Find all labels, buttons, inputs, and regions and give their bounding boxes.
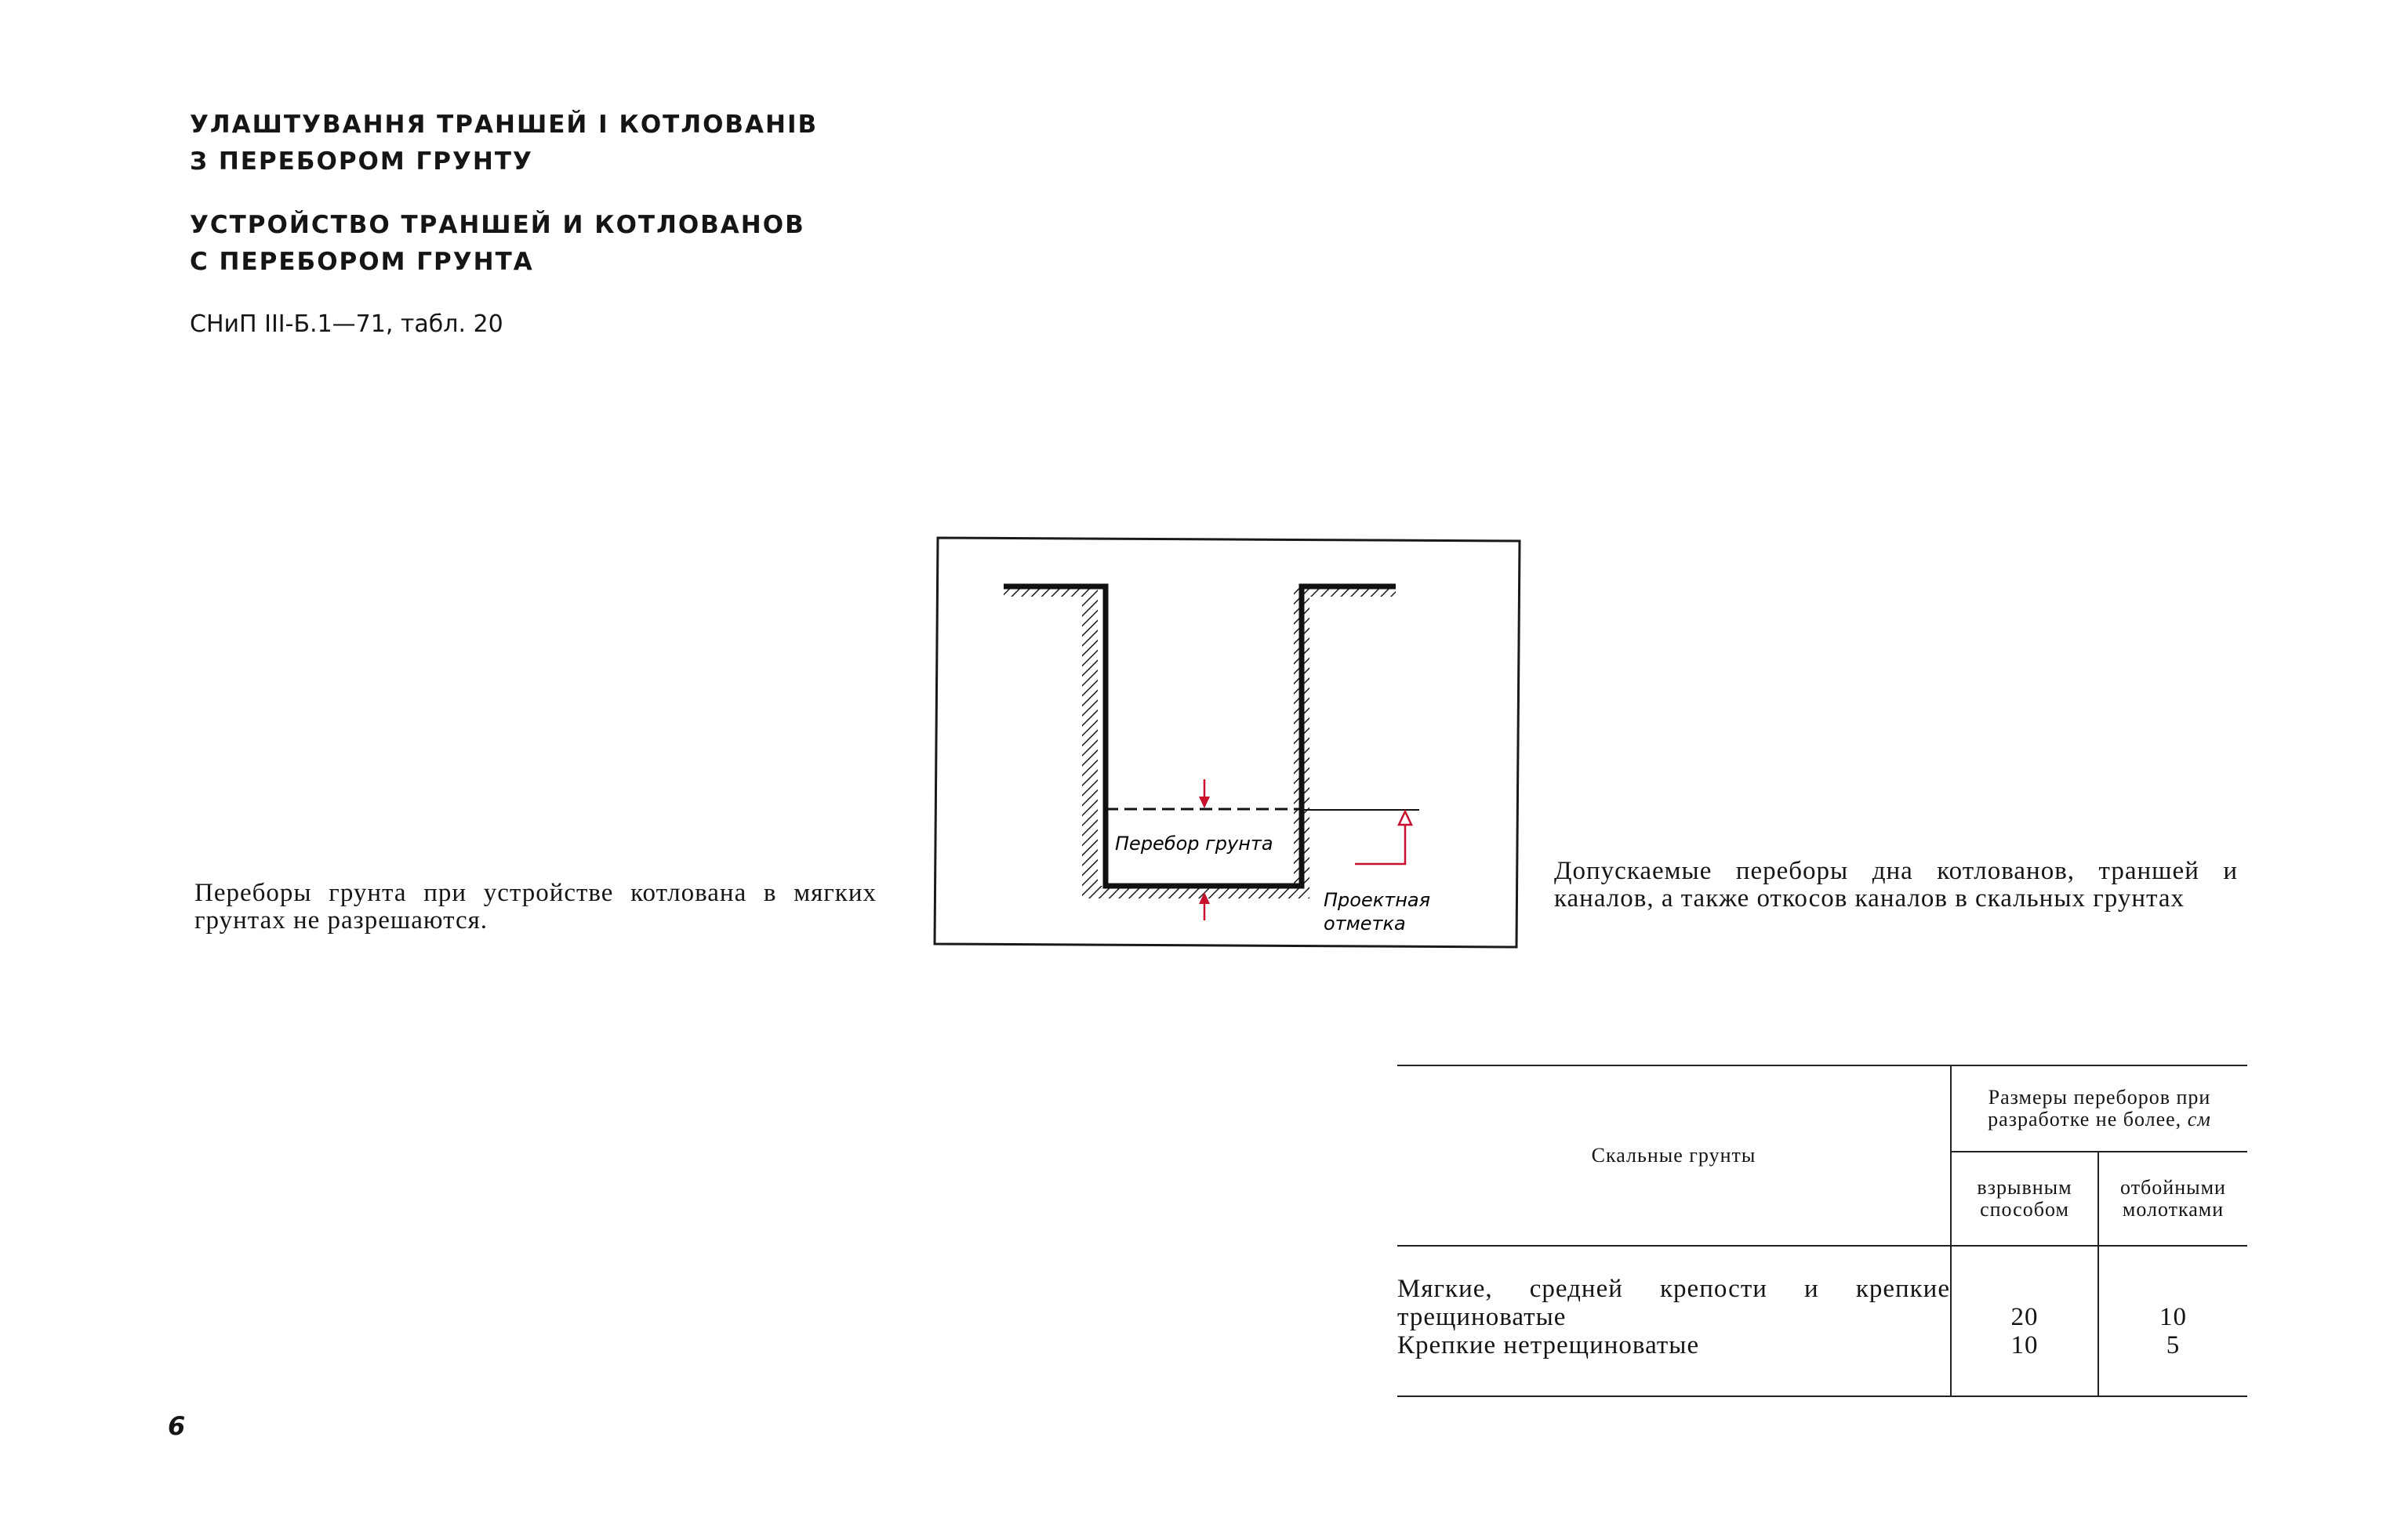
header-rock-soils: Скальные грунты (1397, 1065, 1951, 1246)
note-soft-soils: Переборы грунта при устройстве котлована в мягких грунтах не разрешаются. (194, 879, 877, 935)
heading-russian (190, 207, 805, 281)
value-blasting: 20 (2010, 1303, 2039, 1331)
trench-diagram (933, 535, 1521, 950)
label-design-level-line2: отметка (1324, 913, 1406, 935)
page-number: 6 (168, 1411, 186, 1441)
value-hammers: 10 (2159, 1303, 2187, 1331)
heading-russian-line1: УСТРОЙСТВО ТРАНШЕЙ И КОТЛОВАНОВ (190, 211, 805, 239)
soil-name: Мягкие, средней крепости и крепкие трещиноватые (1397, 1275, 1950, 1331)
header-blasting-line1: взрывным (1977, 1176, 2072, 1199)
header-hammers (2098, 1152, 2247, 1246)
header-unit: см (2187, 1108, 2211, 1131)
label-overexcavation: Перебор грунта (1115, 833, 1273, 855)
hammers-values (2098, 1246, 2247, 1396)
header-hammers-line2: молотками (2122, 1198, 2225, 1221)
header-hammers-line1: отбойными (2120, 1176, 2226, 1199)
value-blasting: 10 (2010, 1331, 2039, 1359)
heading-ukrainian-line2: З ПЕРЕБОРОМ ГРУНТУ (190, 147, 533, 176)
heading-ukrainian-line1: УЛАШТУВАННЯ ТРАНШЕЙ І КОТЛОВАНІВ (190, 111, 819, 139)
header-sizes-text: Размеры переборов при разработке не более, (1988, 1086, 2211, 1131)
blasting-values (1951, 1246, 2098, 1396)
table-row (1397, 1246, 2247, 1396)
value-hammers: 5 (2166, 1331, 2181, 1359)
header-blasting-line2: способом (1980, 1198, 2069, 1221)
header-overexcavation-sizes (1951, 1065, 2247, 1152)
table-caption: Допускаемые переборы дна котлованов, траншей и каналов, а также откосов каналов в скальных грунтах (1554, 857, 2238, 913)
soil-name: Крепкие нетрещиноватые (1397, 1331, 1700, 1359)
design-level-leader (1355, 811, 1411, 864)
heading-russian-line2: С ПЕРЕБОРОМ ГРУНТА (190, 248, 534, 276)
label-design-level-line1: Проектная (1324, 889, 1431, 911)
overexcavation-line (1106, 809, 1419, 810)
standard-reference: СНиП III-Б.1—71, табл. 20 (190, 310, 503, 338)
header-blasting (1951, 1152, 2098, 1246)
overexcavation-table (1397, 1065, 2247, 1397)
soil-cell (1397, 1246, 1951, 1396)
heading-ukrainian (190, 107, 818, 180)
